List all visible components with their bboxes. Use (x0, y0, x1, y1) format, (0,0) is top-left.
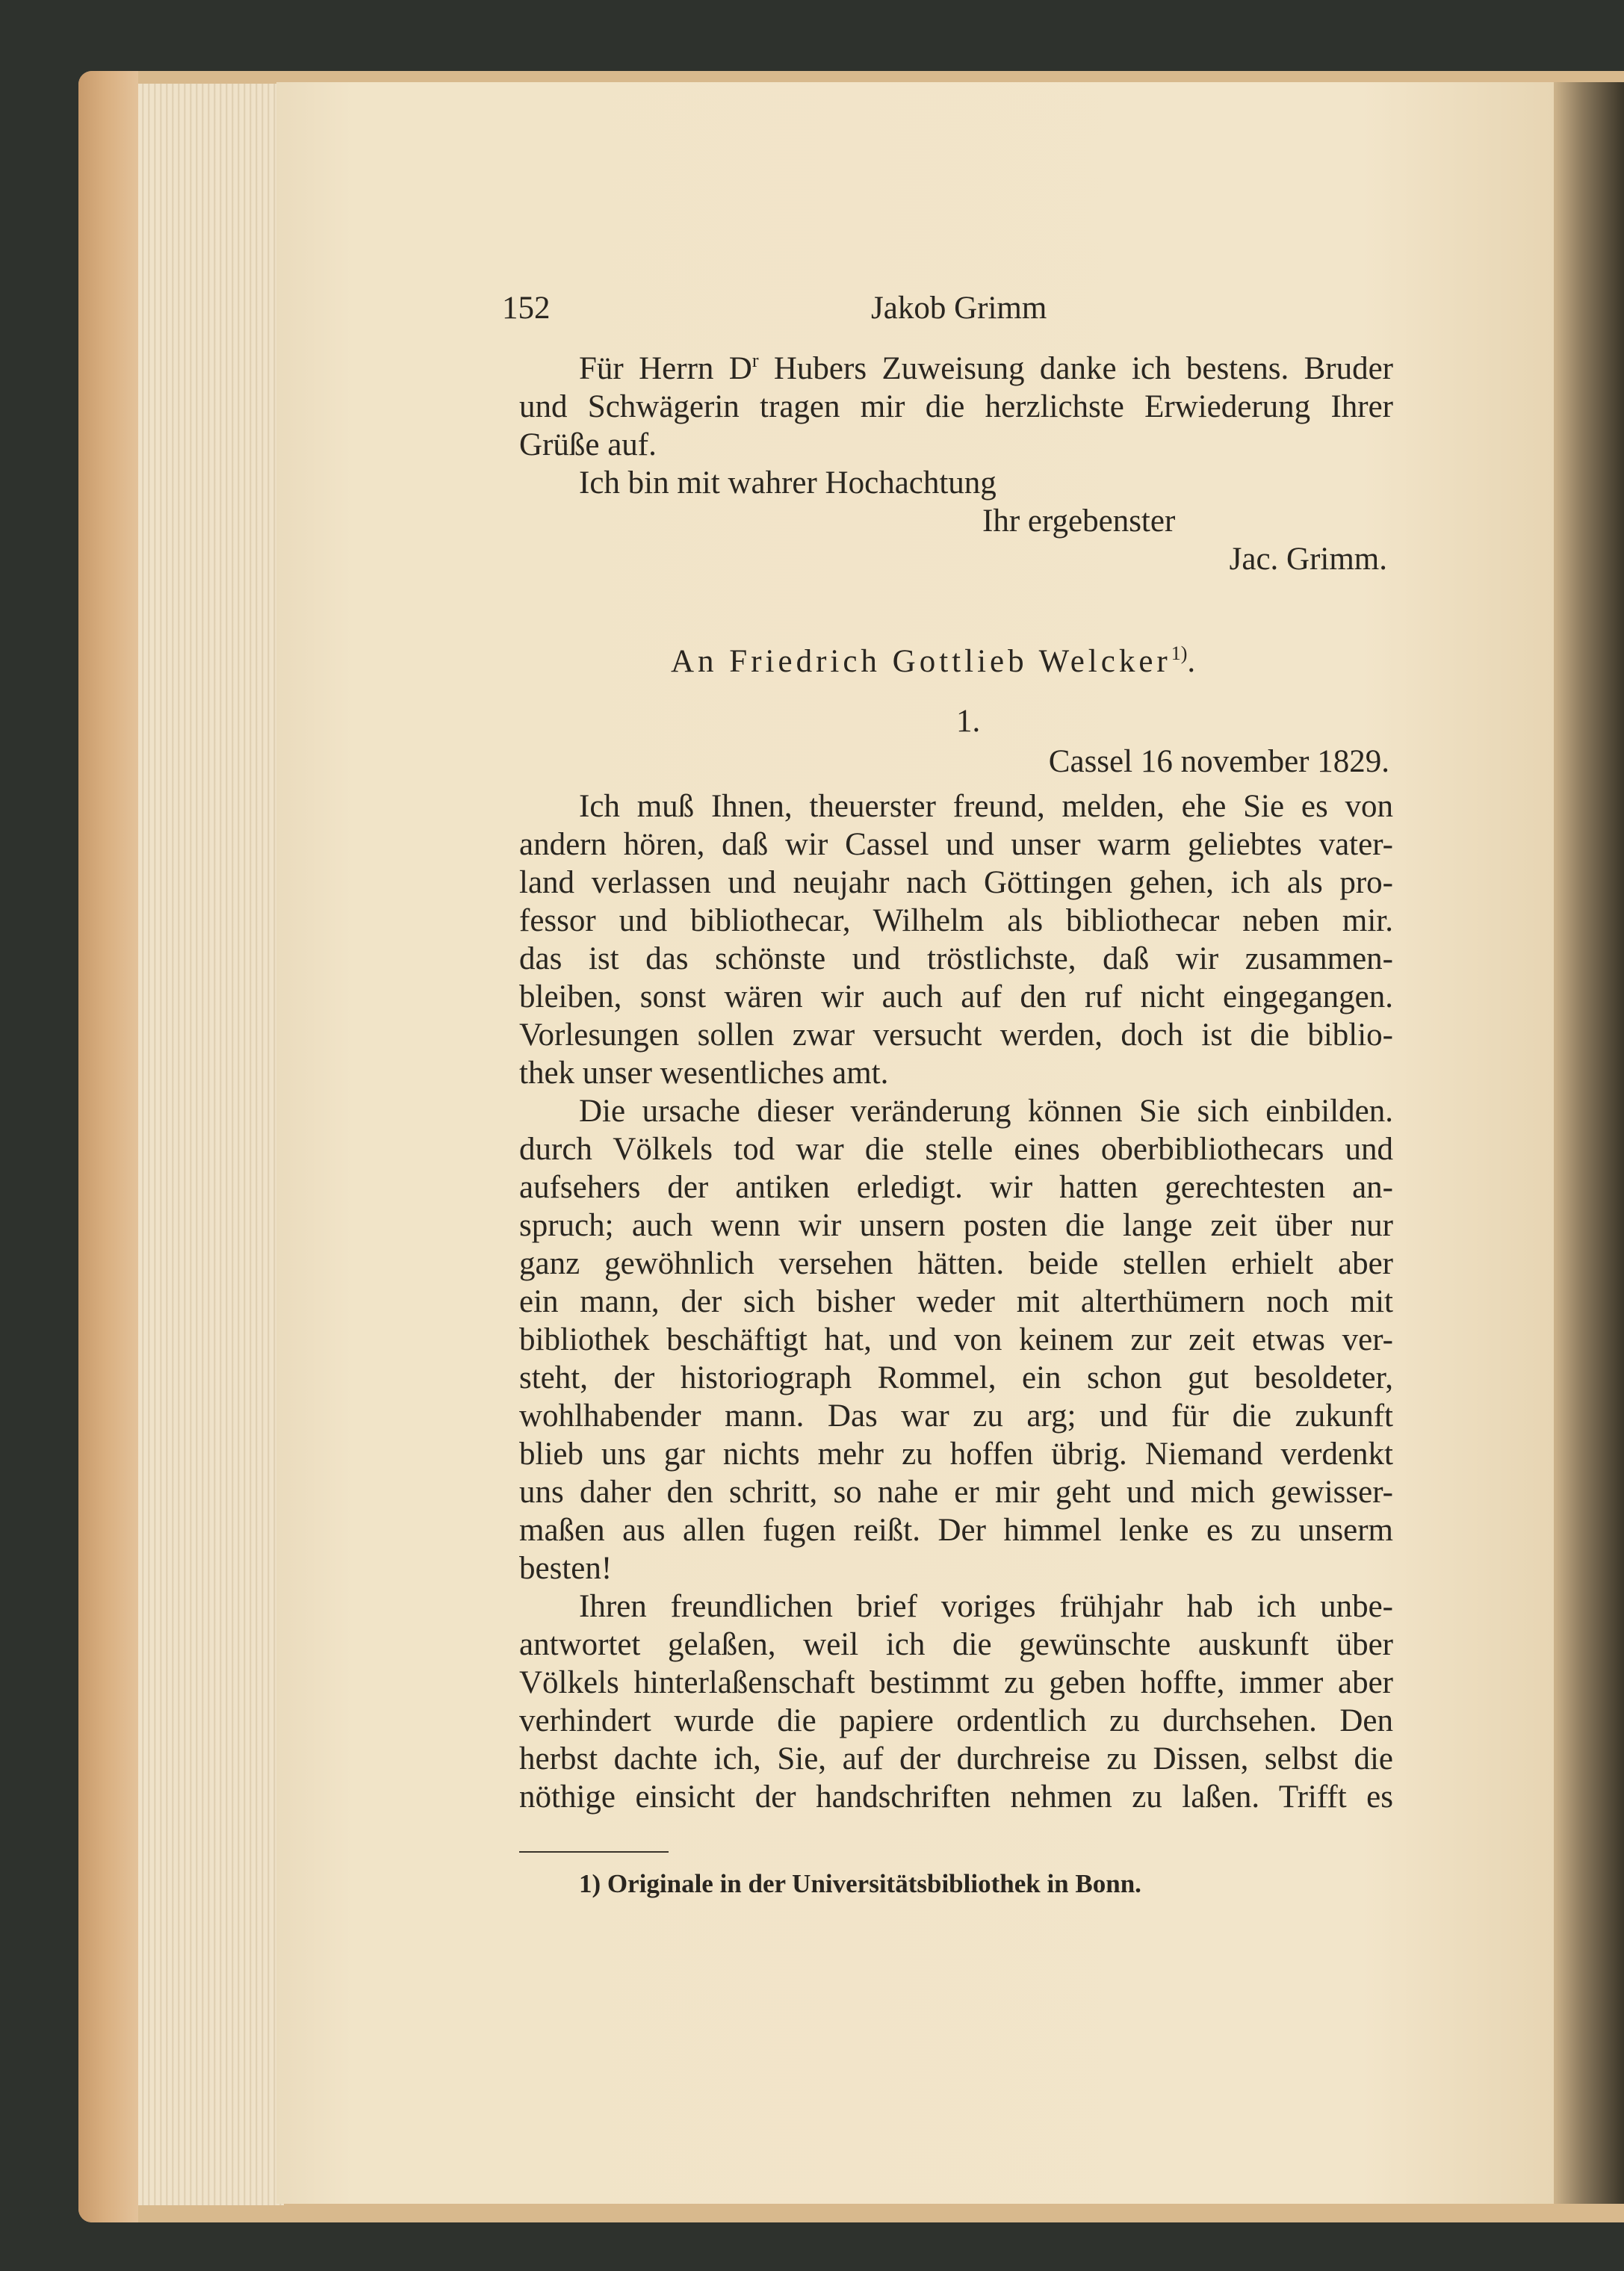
signature: Jac. Grimm. (1229, 542, 1387, 577)
para1-line: das ist das schönste und tröstlichste, daß wir zusammen- (519, 941, 1393, 976)
para1-line: Vorlesungen sollen zwar versucht werden, doch ist die biblio- (519, 1017, 1393, 1053)
footnote-ref: 1) (1171, 642, 1188, 664)
para1-line: thek unser wesentliches amt. (519, 1056, 889, 1091)
para3-line: antwortet gelaßen, weil ich die gewünschte auskunft über (519, 1627, 1393, 1662)
footnote-rule (519, 1851, 669, 1853)
dateline: Cassel 16 november 1829. (1048, 744, 1389, 779)
letter-heading (671, 642, 1199, 681)
para2-line: bibliothek beschäftigt hat, und von keinem zur zeit etwas ver- (519, 1322, 1393, 1357)
letter-body (519, 787, 1393, 1816)
para3-line: Völkels hinterlaßenschaft bestimmt zu geben hoffte, immer aber (519, 1665, 1393, 1700)
book-gutter (1554, 82, 1624, 2204)
para3-line: herbst dachte ich, Sie, auf der durchreise zu Dissen, selbst die (519, 1741, 1393, 1776)
para1-line: andern hören, daß wir Cassel und unser warm geliebtes vater- (519, 827, 1393, 862)
letter-heading-text: An Friedrich Gottlieb Welcker (671, 644, 1171, 679)
closing-line-1-start: Für Herrn D (579, 351, 752, 386)
closing-line-3: Grüße auf. (519, 427, 657, 462)
para1-line: bleiben, sonst wären wir auch auf den ruf nicht eingegangen. (519, 979, 1393, 1014)
para2-line: blieb uns gar nichts mehr zu hoffen übrig. Niemand verdenkt (519, 1437, 1393, 1472)
para2-line: durch Völkels tod war die stelle eines oberbibliothecars und (519, 1132, 1393, 1167)
footnote: 1) Originale in der Universitätsbibliothek in Bonn. (579, 1869, 1141, 1898)
closing-line-1 (519, 350, 1393, 388)
para3-line: Ihren freundlichen brief voriges frühjahr hab ich unbe- (579, 1589, 1393, 1624)
para1-line: land verlassen und neujahr nach Göttingen gehen, ich als pro- (519, 865, 1393, 900)
para2-line: ein mann, der sich bisher weder mit alterthümern noch mit (519, 1284, 1393, 1319)
yours-line: Ihr ergebenster (982, 504, 1176, 539)
para2-line: Die ursache dieser veränderung können Sie sich einbilden. (579, 1094, 1393, 1129)
para2-line: besten! (519, 1551, 613, 1586)
running-title: Jakob Grimm (871, 291, 1047, 326)
page-number: 152 (502, 291, 551, 326)
para2-line: spruch; auch wenn wir unsern posten die lange zeit über nur (519, 1208, 1393, 1243)
page-stack-edges (138, 84, 284, 2205)
para2-line: wohlhabender mann. Das war zu arg; und für die zukunft (519, 1398, 1393, 1434)
respect-line: Ich bin mit wahrer Hochachtung (579, 465, 997, 501)
para2-line: uns daher den schritt, so nahe er mir geht und mich gewisser- (519, 1475, 1393, 1510)
para1-line: fessor und bibliothecar, Wilhelm als bibliothecar neben mir. (519, 903, 1393, 938)
para2-line: maßen aus allen fugen reißt. Der himmel lenke es zu unserm (519, 1513, 1393, 1548)
para1-line: Ich muß Ihnen, theuerster freund, melden, ehe Sie es von (579, 789, 1393, 824)
cover-edge (78, 71, 138, 2222)
closing-line-2: und Schwägerin tragen mir die herzlichste Erwiederung Ihrer (519, 389, 1393, 424)
closing-block (519, 350, 1393, 578)
letter-number: 1. (956, 704, 981, 739)
para2-line: steht, der historiograph Rommel, ein schon gut besoldeter, (519, 1360, 1393, 1395)
para2-line: ganz gewöhnlich versehen hätten. beide stellen erhielt aber (519, 1246, 1393, 1281)
letter-heading-end: . (1187, 644, 1200, 679)
para2-line: aufsehers der antiken erledigt. wir hatten gerechtesten an- (519, 1170, 1393, 1205)
closing-line-1-rest: Hubers Zuweisung danke ich bestens. Bruder (758, 351, 1393, 386)
dr-superscript: r (751, 350, 759, 371)
para3-line: nöthige einsicht der handschriften nehmen zu laßen. Trifft es (519, 1779, 1393, 1815)
para3-line: verhindert wurde die papiere ordentlich zu durchsehen. Den (519, 1703, 1393, 1738)
